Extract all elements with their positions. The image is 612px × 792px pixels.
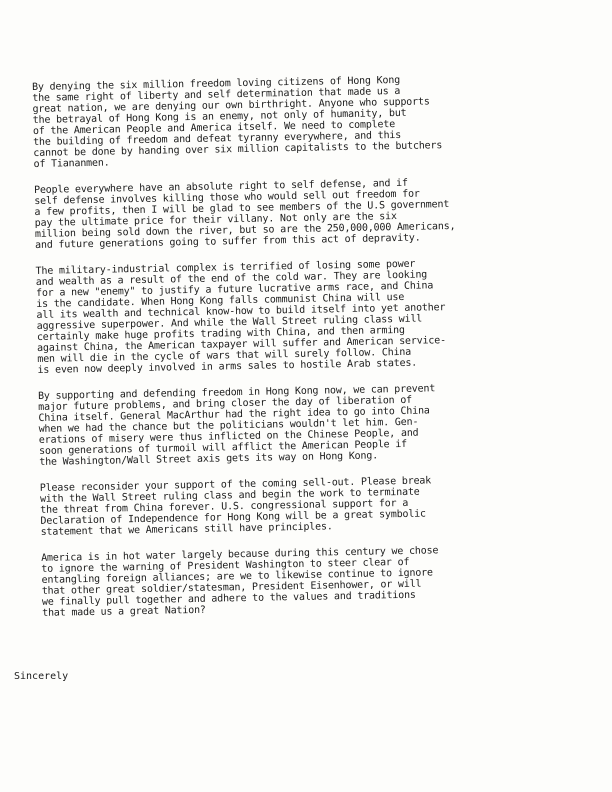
paragraph-military-industrial-complex: The military-industrial complex is terrified of losing some power and wealth as a result of the end of the cold war. They are looking for a new "enemy" to justify a future lucrative arms race, and China is the candidate. When Hong Kong falls communist China will use all its wealth and technical know-how to build itself into yet another aggressive superpower. And while the Wall Street ruling class will certainly make huge profits trading with China, and then arming against China, the American taxpayer will suffer and American service- men will die in the cycle of wars that will surely follow. China is even now deeply involved in arms sales to hostile Arab states. (35, 258, 446, 376)
paragraph-foreign-alliances: America is in hot water largely because during this century we chose to ignore the warning of President Washington to steer clear of entangling foreign alliances; are we to likewise continue to ignore that other great soldier/statesman, President Eisenhower, or will we finally pull together and adhere to the values and traditions that made us a great Nation? (41, 545, 439, 619)
letter-closing: Sincerely (14, 671, 69, 682)
paragraph-supporting-freedom: By supporting and defending freedom in Hong Kong now, we can prevent major future problems, and bring closer the day of liberation of China itself. General MacArthur had the right idea to go into China when we had the chance but the politicians wouldn't let him. Gen- erations of misery were thus inflicted on the Chinese People, and soon generations of turmoil will afflict the American People if the Washington/Wall Street axis gets its way on Hong Kong. (37, 383, 436, 468)
paragraph-hong-kong-birthright: By denying the six million freedom loving citizens of Hong Kong the same right of liberty and self determination that made us a great nation, we are denying our own birthright. Anyone who supports the betrayal of Hong Kong is an enemy, not only of humanity, but of the American People and America itself. We need to complete the building of freedom and defeat tyranny everywhere, and this cannot be done by handing over six million capitalists to the butchers of Tiananmen. (32, 74, 443, 170)
paragraph-self-defense: People everywhere have an absolute right to self defense, and if self defense involves killing those who would sell out freedom for a few profits, then I will be glad to see members of the U.S government pay the ultimate price for their villany. Not only are the six million being sold down the river, but so are the 250,000,000 Americans, and future generations going to suffer from this act of depravity. (33, 177, 456, 251)
letter-body (32, 71, 598, 634)
paragraph-reconsider-support: Please reconsider your support of the coming sell-out. Please break with the Wall Street ruling class and begin the work to terminate the threat from China forever. U.S. congressional support for a Declaration of Independence for Hong Kong will be a great symbolic statement that we Americans still have principles. (39, 475, 432, 538)
